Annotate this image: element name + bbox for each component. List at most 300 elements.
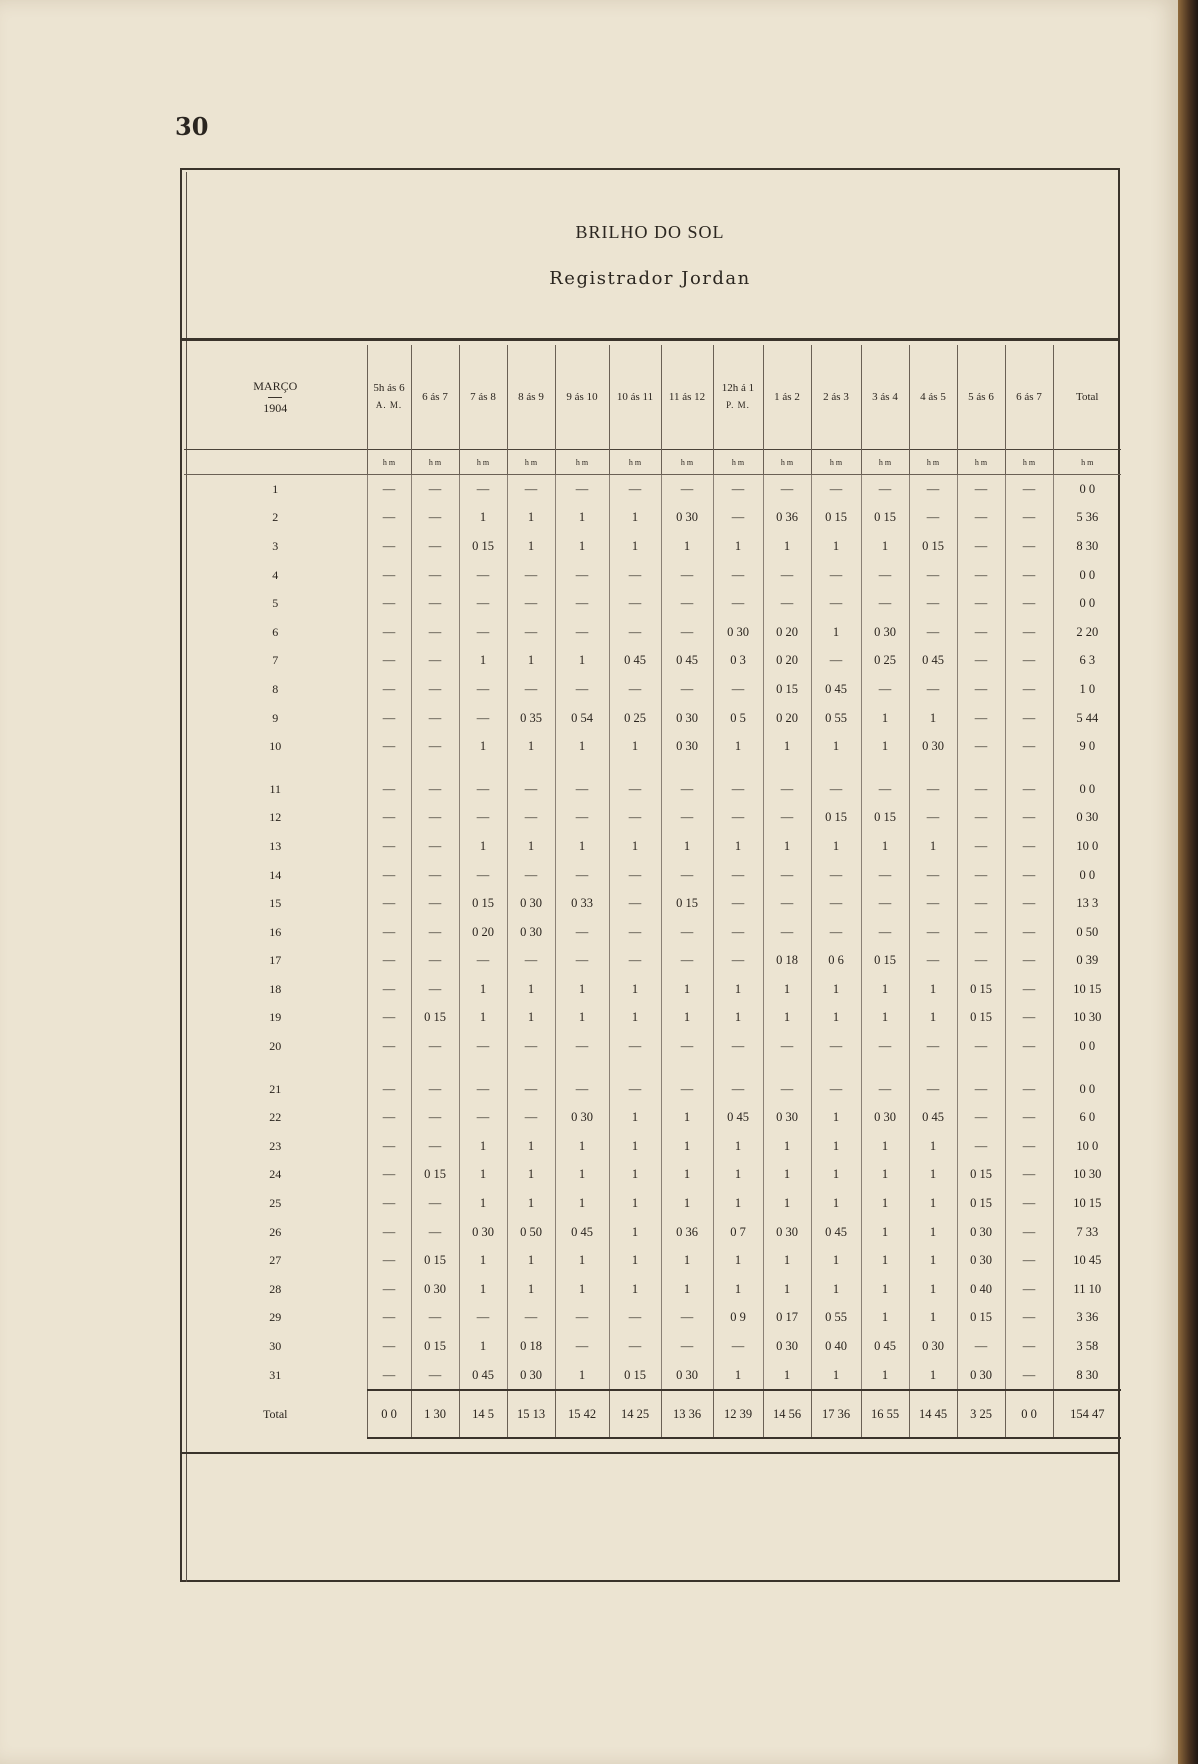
hour-cell: — <box>861 889 909 918</box>
hour-cell: 0 15 <box>909 532 957 561</box>
hour-cell: 1 <box>507 1189 555 1218</box>
hour-cell: 1 <box>459 1132 507 1161</box>
hour-cell: — <box>555 475 609 504</box>
hour-cell: — <box>713 1075 763 1104</box>
hour-cell: 0 20 <box>763 704 811 733</box>
day-total-cell: 1 0 <box>1053 675 1121 704</box>
hour-cell: — <box>459 475 507 504</box>
day-cell: 20 <box>269 1039 282 1054</box>
hour-cell: 1 <box>507 832 555 861</box>
hour-cell: 1 <box>459 1189 507 1218</box>
hour-cell: — <box>909 504 957 533</box>
hour-cell: — <box>957 1132 1005 1161</box>
hour-cell: — <box>811 1032 861 1061</box>
gap-cell <box>459 761 507 775</box>
hour-cell: — <box>661 947 713 976</box>
hour-cell: — <box>957 561 1005 590</box>
day-total-cell: 6 0 <box>1053 1103 1121 1132</box>
hour-cell: — <box>367 804 411 833</box>
hour-cell: — <box>909 675 957 704</box>
column-header <box>411 345 459 450</box>
day-cell: 21 <box>269 1081 282 1096</box>
hour-cell: 0 40 <box>811 1332 861 1361</box>
hour-cell: — <box>459 561 507 590</box>
hour-cell: — <box>367 1304 411 1333</box>
gap-cell <box>811 1061 861 1075</box>
hour-cell: 0 30 <box>763 1218 811 1247</box>
column-label: 2 ás 3 <box>823 390 849 403</box>
table-row <box>184 1332 1121 1361</box>
column-header <box>1005 345 1053 450</box>
gap-cell <box>763 1061 811 1075</box>
hour-cell: 0 15 <box>957 1161 1005 1190</box>
column-label: 11 ás 12 <box>668 390 706 403</box>
hour-cell: — <box>367 675 411 704</box>
hour-cell: 1 <box>811 732 861 761</box>
hour-cell: 1 <box>713 975 763 1004</box>
hour-cell: 1 <box>861 1275 909 1304</box>
hour-cell: — <box>1005 1132 1053 1161</box>
column-label: 10 ás 11 <box>616 390 654 403</box>
hour-cell: — <box>555 561 609 590</box>
hour-cell: — <box>459 1103 507 1132</box>
hour-cell: 1 <box>909 1361 957 1391</box>
day-total-cell: 10 0 <box>1053 832 1121 861</box>
hour-cell: — <box>367 1246 411 1275</box>
hour-cell: — <box>909 561 957 590</box>
hour-cell: — <box>957 1075 1005 1104</box>
hour-cell: — <box>811 861 861 890</box>
day-cell: 29 <box>269 1310 282 1325</box>
hour-cell: — <box>957 704 1005 733</box>
hour-cell: — <box>957 1332 1005 1361</box>
hour-cell: — <box>609 947 661 976</box>
column-total-cell: 14 25 <box>609 1390 661 1438</box>
hour-cell: 1 <box>555 1132 609 1161</box>
hour-cell: 0 20 <box>459 918 507 947</box>
unit-label: h m <box>367 450 411 475</box>
hour-cell: 0 30 <box>861 1103 909 1132</box>
hour-cell: 1 <box>507 1161 555 1190</box>
hour-cell: — <box>609 861 661 890</box>
table-row <box>184 1161 1121 1190</box>
hour-cell: — <box>411 618 459 647</box>
day-total-cell: 3 36 <box>1053 1304 1121 1333</box>
hour-cell: — <box>367 918 411 947</box>
column-total-cell: 15 13 <box>507 1390 555 1438</box>
hour-cell: 0 30 <box>507 1361 555 1391</box>
table-row <box>184 947 1121 976</box>
hour-cell: 0 30 <box>661 504 713 533</box>
table-heading <box>180 168 1120 340</box>
hour-cell: 1 <box>609 504 661 533</box>
hour-cell: 0 15 <box>411 1161 459 1190</box>
column-header <box>763 345 811 450</box>
units-row <box>184 450 1121 475</box>
hour-cell: 1 <box>763 1004 811 1033</box>
day-cell: 11 <box>269 781 282 796</box>
hour-cell: — <box>555 1332 609 1361</box>
hour-cell: — <box>411 1361 459 1391</box>
hour-cell: 0 15 <box>861 504 909 533</box>
hour-cell: — <box>367 704 411 733</box>
day-total-cell: 0 0 <box>1053 589 1121 618</box>
hour-cell: 1 <box>661 1103 713 1132</box>
column-label: 1 ás 2 <box>774 390 800 403</box>
gap-cell <box>861 1061 909 1075</box>
hour-cell: — <box>411 775 459 804</box>
hour-cell: 1 <box>609 832 661 861</box>
column-total-cell: 12 39 <box>713 1390 763 1438</box>
hour-cell: — <box>609 775 661 804</box>
table-row <box>184 1189 1121 1218</box>
hour-cell: — <box>367 832 411 861</box>
day-cell: 24 <box>269 1167 282 1182</box>
hour-cell: — <box>367 775 411 804</box>
hour-cell: 1 <box>713 1004 763 1033</box>
hour-cell: 1 <box>507 647 555 676</box>
hour-cell: — <box>367 1332 411 1361</box>
hour-cell: 0 30 <box>507 918 555 947</box>
column-label: 5 ás 6 <box>968 390 994 403</box>
hour-cell: — <box>811 475 861 504</box>
day-cell: 23 <box>269 1138 282 1153</box>
gap-cell <box>609 1061 661 1075</box>
hour-cell: 1 <box>609 1161 661 1190</box>
hour-cell: — <box>861 561 909 590</box>
hour-cell: — <box>459 618 507 647</box>
column-label: 8 ás 9 <box>518 390 544 403</box>
hour-cell: — <box>1005 1161 1053 1190</box>
day-total-cell: 0 0 <box>1053 475 1121 504</box>
hour-cell: — <box>459 804 507 833</box>
hour-cell: 1 <box>909 1161 957 1190</box>
hour-cell: 1 <box>507 1275 555 1304</box>
gap-cell <box>507 1061 555 1075</box>
units-spacer <box>184 450 367 475</box>
hour-cell: 1 <box>459 1246 507 1275</box>
column-label: 9 ás 10 <box>566 390 598 403</box>
table-row <box>184 918 1121 947</box>
hour-cell: — <box>763 804 811 833</box>
hour-cell: — <box>609 918 661 947</box>
hour-cell: — <box>661 475 713 504</box>
hour-cell: 1 <box>909 1132 957 1161</box>
hour-cell: — <box>713 889 763 918</box>
hour-cell: — <box>367 1189 411 1218</box>
hour-cell: — <box>1005 1246 1053 1275</box>
unit-label: h m <box>909 450 957 475</box>
table-body <box>184 450 1121 1439</box>
hour-cell: 1 <box>661 1275 713 1304</box>
table-title: BRILHO DO SOL <box>575 222 725 242</box>
table-row <box>184 732 1121 761</box>
column-total-cell: 17 36 <box>811 1390 861 1438</box>
table-row <box>184 475 1121 504</box>
hour-cell: 1 <box>909 1218 957 1247</box>
hour-cell: — <box>367 861 411 890</box>
gap-cell <box>957 761 1005 775</box>
column-total-cell: 15 42 <box>555 1390 609 1438</box>
column-total-cell: 14 5 <box>459 1390 507 1438</box>
table-row <box>184 804 1121 833</box>
hour-cell: — <box>957 732 1005 761</box>
day-total-cell: 3 58 <box>1053 1332 1121 1361</box>
hour-cell: — <box>1005 1361 1053 1391</box>
unit-label: h m <box>555 450 609 475</box>
hour-cell: — <box>909 947 957 976</box>
hour-cell: 1 <box>763 1246 811 1275</box>
hour-cell: — <box>367 1075 411 1104</box>
day-total-cell: 0 0 <box>1053 775 1121 804</box>
hour-cell: — <box>367 1361 411 1391</box>
hour-cell: — <box>811 561 861 590</box>
hour-cell: 1 <box>459 1332 507 1361</box>
hour-cell: 1 <box>459 504 507 533</box>
hour-cell: 1 <box>713 532 763 561</box>
column-header <box>555 345 609 450</box>
unit-label: h m <box>1005 450 1053 475</box>
hour-cell: 0 45 <box>459 1361 507 1391</box>
hour-cell: 0 20 <box>763 647 811 676</box>
column-total-cell: 14 56 <box>763 1390 811 1438</box>
hour-cell: 1 <box>609 732 661 761</box>
hour-cell: 1 <box>861 1132 909 1161</box>
hour-cell: 1 <box>609 1275 661 1304</box>
day-total-cell: 0 0 <box>1053 1032 1121 1061</box>
day-cell: 3 <box>272 538 279 553</box>
day-cell: 14 <box>269 867 282 882</box>
hour-cell: — <box>411 732 459 761</box>
hour-cell: — <box>507 1032 555 1061</box>
hour-cell: 1 <box>609 1246 661 1275</box>
hour-cell: — <box>861 1075 909 1104</box>
hour-cell: — <box>411 561 459 590</box>
hour-cell: — <box>811 889 861 918</box>
hour-cell: 0 55 <box>811 1304 861 1333</box>
hour-cell: 1 <box>811 532 861 561</box>
day-total-cell: 13 3 <box>1053 889 1121 918</box>
hour-cell: — <box>713 918 763 947</box>
hour-cell: 1 <box>861 1189 909 1218</box>
hour-cell: 1 <box>555 975 609 1004</box>
day-cell: 6 <box>272 624 279 639</box>
hour-cell: — <box>957 1032 1005 1061</box>
column-label: 4 ás 5 <box>920 390 946 403</box>
hour-cell: — <box>763 589 811 618</box>
column-label: 12h á 1 <box>721 382 755 394</box>
hour-cell: 0 15 <box>957 1304 1005 1333</box>
hour-cell: — <box>1005 704 1053 733</box>
hour-cell: 1 <box>555 1275 609 1304</box>
hour-cell: 1 <box>459 732 507 761</box>
gap-cell <box>763 761 811 775</box>
gap-cell <box>411 761 459 775</box>
hour-cell: — <box>1005 475 1053 504</box>
hour-cell: 0 30 <box>459 1218 507 1247</box>
hour-cell: 0 6 <box>811 947 861 976</box>
hour-cell: — <box>555 1032 609 1061</box>
day-total-cell: 11 10 <box>1053 1275 1121 1304</box>
day-cell: 13 <box>269 838 282 853</box>
hour-cell: — <box>957 475 1005 504</box>
hour-cell: — <box>367 475 411 504</box>
hour-cell: — <box>367 647 411 676</box>
hour-cell: 0 7 <box>713 1218 763 1247</box>
hour-cell: 1 <box>555 532 609 561</box>
hour-cell: 0 30 <box>713 618 763 647</box>
hour-cell: 0 50 <box>507 1218 555 1247</box>
unit-label: h m <box>957 450 1005 475</box>
hour-cell: 0 15 <box>609 1361 661 1391</box>
hour-cell: 1 <box>507 532 555 561</box>
hour-cell: 1 <box>713 1246 763 1275</box>
table-row <box>184 561 1121 590</box>
hour-cell: — <box>661 1075 713 1104</box>
hour-cell: — <box>957 775 1005 804</box>
hour-cell: — <box>661 804 713 833</box>
day-total-cell: 10 30 <box>1053 1004 1121 1033</box>
hour-cell: — <box>609 1332 661 1361</box>
hour-cell: — <box>1005 618 1053 647</box>
hour-cell: — <box>713 1332 763 1361</box>
hour-cell: — <box>763 1032 811 1061</box>
column-period: P. M. <box>726 400 750 410</box>
hour-cell: 0 30 <box>957 1361 1005 1391</box>
hour-cell: 1 <box>555 732 609 761</box>
sunshine-table <box>184 345 1121 1439</box>
hour-cell: 1 <box>459 975 507 1004</box>
column-total-cell: 16 55 <box>861 1390 909 1438</box>
hour-cell: 1 <box>811 1246 861 1275</box>
hour-cell: 0 15 <box>957 975 1005 1004</box>
hour-cell: — <box>1005 1032 1053 1061</box>
hour-cell: — <box>909 618 957 647</box>
hour-cell: — <box>367 1161 411 1190</box>
gap-cell <box>184 1061 367 1075</box>
hour-cell: — <box>811 647 861 676</box>
hour-cell: — <box>411 589 459 618</box>
day-total-cell: 10 45 <box>1053 1246 1121 1275</box>
hour-cell: — <box>713 775 763 804</box>
hour-cell: — <box>811 775 861 804</box>
gap-cell <box>367 761 411 775</box>
hour-cell: — <box>957 889 1005 918</box>
hour-cell: 1 <box>811 1361 861 1391</box>
hour-cell: — <box>555 918 609 947</box>
hour-cell: 0 18 <box>763 947 811 976</box>
hour-cell: — <box>1005 1004 1053 1033</box>
gap-cell <box>1053 1061 1121 1075</box>
hour-cell: 1 <box>507 1246 555 1275</box>
hour-cell: — <box>367 589 411 618</box>
hour-cell: 0 15 <box>411 1332 459 1361</box>
day-total-cell: 0 50 <box>1053 918 1121 947</box>
hour-cell: 1 <box>459 1004 507 1033</box>
hour-cell: — <box>763 889 811 918</box>
hour-cell: — <box>661 1304 713 1333</box>
hour-cell: — <box>1005 775 1053 804</box>
hour-cell: — <box>1005 504 1053 533</box>
column-header <box>609 345 661 450</box>
day-cell: 26 <box>269 1224 282 1239</box>
hour-cell: — <box>861 475 909 504</box>
hour-cell: 1 <box>609 1189 661 1218</box>
gap-cell <box>661 1061 713 1075</box>
hour-cell: — <box>555 1304 609 1333</box>
column-label: 6 ás 7 <box>422 390 448 403</box>
hour-cell: 1 <box>713 1161 763 1190</box>
hour-cell: — <box>411 675 459 704</box>
hour-cell: — <box>507 1304 555 1333</box>
hour-cell: — <box>507 1075 555 1104</box>
hour-cell: 0 20 <box>763 618 811 647</box>
gap-cell <box>609 761 661 775</box>
hour-cell: — <box>713 675 763 704</box>
day-total-cell: 10 0 <box>1053 1132 1121 1161</box>
hour-cell: — <box>1005 1332 1053 1361</box>
hour-cell: — <box>367 889 411 918</box>
hour-cell: 1 <box>555 1246 609 1275</box>
hour-cell: 0 25 <box>861 647 909 676</box>
day-total-cell: 8 30 <box>1053 1361 1121 1391</box>
hour-cell: 1 <box>713 1189 763 1218</box>
hour-cell: — <box>1005 975 1053 1004</box>
hour-cell: — <box>411 532 459 561</box>
month-divider <box>268 397 282 398</box>
hour-cell: 1 <box>861 832 909 861</box>
hour-cell: — <box>957 918 1005 947</box>
hour-cell: 1 <box>861 1218 909 1247</box>
hour-cell: 1 <box>609 1218 661 1247</box>
hour-cell: 1 <box>909 1189 957 1218</box>
hour-cell: 1 <box>661 975 713 1004</box>
hour-cell: 0 30 <box>661 1361 713 1391</box>
hour-cell: 0 15 <box>459 532 507 561</box>
hour-cell: — <box>661 618 713 647</box>
day-cell: 17 <box>269 953 282 968</box>
hour-cell: — <box>459 861 507 890</box>
month-label: MARÇO <box>253 378 298 393</box>
hour-cell: — <box>555 775 609 804</box>
hour-cell: — <box>609 561 661 590</box>
gap-cell <box>1005 761 1053 775</box>
hour-cell: — <box>555 1075 609 1104</box>
hour-cell: 0 15 <box>411 1246 459 1275</box>
day-cell: 28 <box>269 1281 282 1296</box>
hour-cell: — <box>1005 861 1053 890</box>
table-row <box>184 1075 1121 1104</box>
hour-cell: 0 15 <box>957 1189 1005 1218</box>
hour-cell: 0 30 <box>763 1103 811 1132</box>
column-header <box>909 345 957 450</box>
hour-cell: — <box>411 861 459 890</box>
column-header <box>507 345 555 450</box>
column-header <box>861 345 909 450</box>
hour-cell: 0 45 <box>861 1332 909 1361</box>
hour-cell: — <box>909 775 957 804</box>
hour-cell: — <box>713 589 763 618</box>
gap-cell <box>661 761 713 775</box>
hour-cell: — <box>1005 1189 1053 1218</box>
hour-cell: — <box>507 804 555 833</box>
hour-cell: — <box>367 504 411 533</box>
column-total-cell: 3 25 <box>957 1390 1005 1438</box>
hour-cell: 1 <box>811 975 861 1004</box>
day-total-cell: 0 30 <box>1053 804 1121 833</box>
gap-cell <box>861 761 909 775</box>
table-row <box>184 1246 1121 1275</box>
